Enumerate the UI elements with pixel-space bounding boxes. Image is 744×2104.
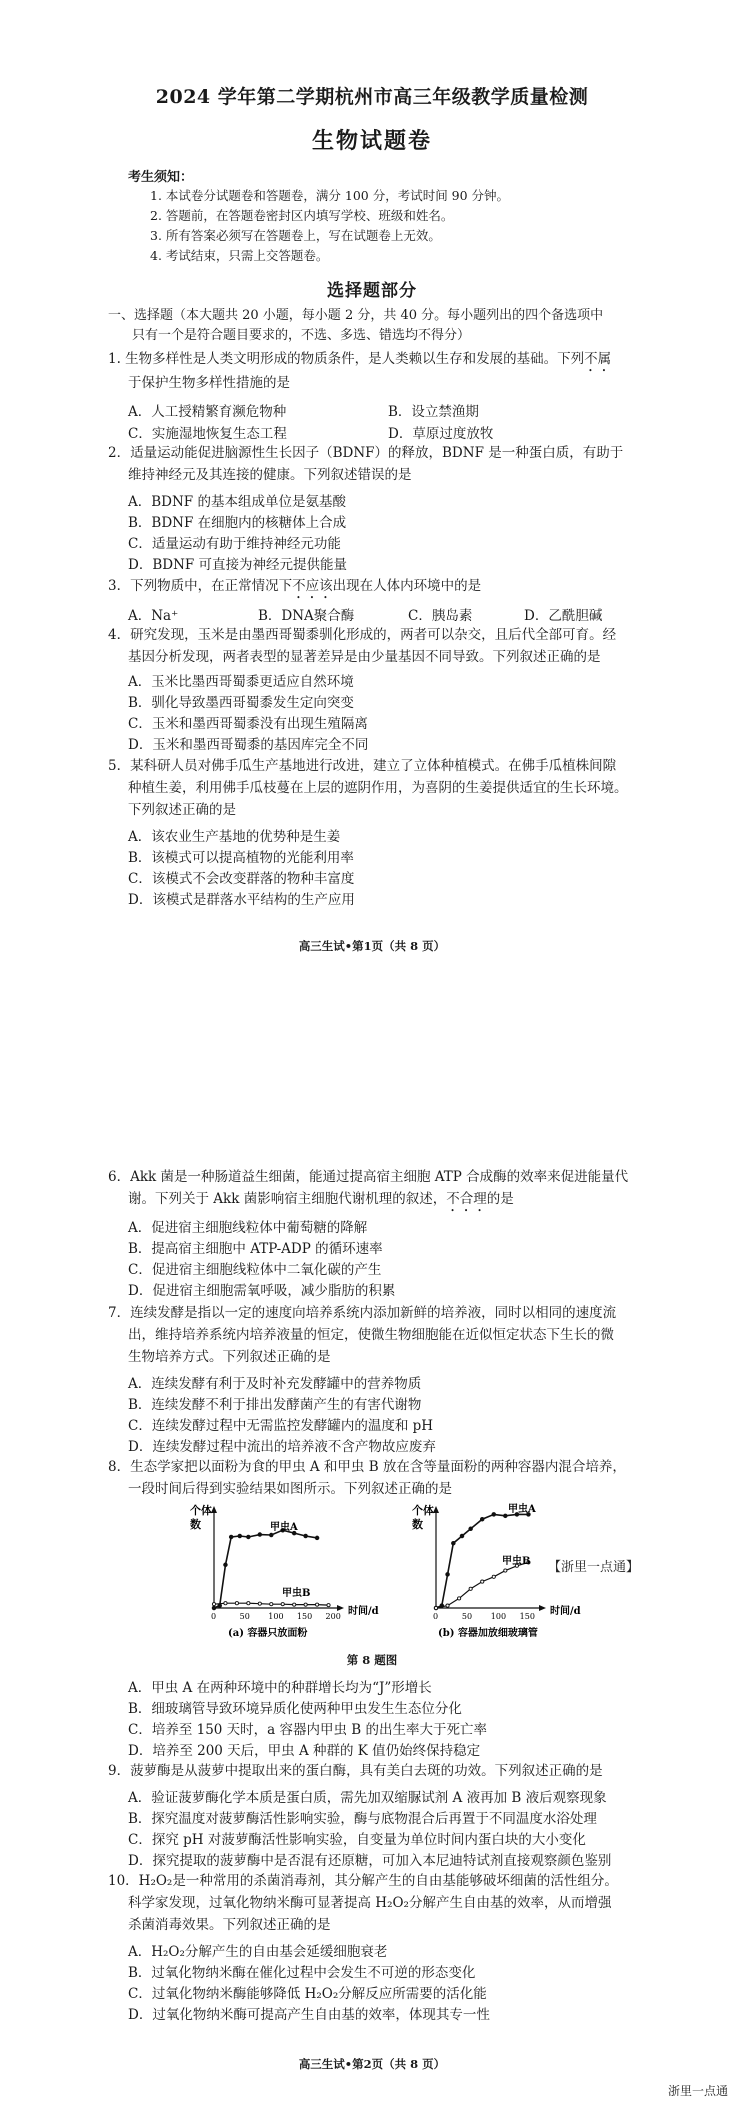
question-1-option-c: C．实施湿地恢复生态工程 (128, 426, 287, 442)
question-7-option-d: D．连续发酵过程中流出的培养液不含产物故应废弃 (128, 1439, 436, 1455)
question-5-option-d: D．该模式是群落水平结构的生产应用 (128, 892, 355, 908)
watermark-label: 【浙里一点通】 (548, 1560, 640, 1575)
chart-a (190, 1503, 379, 1639)
page-footer-1: 高三生试•第1页（共 8 页） (298, 939, 446, 953)
question-6-option-c: C．促进宿主细胞线粒体中二氧化碳的产生 (128, 1262, 382, 1278)
chart-a-caption: (a) 容器只放面粉 (228, 1628, 308, 1639)
chart-a-point-beetle-b (304, 1603, 307, 1606)
notice-item: 2. 答题前，在答题卷密封区内填写学校、班级和姓名。 (150, 208, 454, 223)
question-4-stem: 4．研究发现，玉米是由墨西哥蜀黍驯化形成的，两者可以杂交，且后代全部可育。经 (108, 627, 617, 643)
question-5-option-a: A．该农业生产基地的优势种是生姜 (128, 829, 341, 845)
figure-8-caption: 第 8 题图 (346, 1653, 398, 1667)
chart-b-ylabel: 个体 (412, 1504, 434, 1517)
chart-a-point-beetle-a (258, 1533, 262, 1537)
question-5-option-c: C．该模式不会改变群落的物种丰富度 (128, 871, 355, 887)
chart-a-point-beetle-b (212, 1603, 215, 1606)
question-10-option-a: A．H₂O₂分解产生的自由基会延缓细胞衰老 (128, 1944, 388, 1960)
chart-a-ylabel: 个体 (190, 1504, 212, 1517)
question-7-option-c: C．连续发酵过程中无需监控发酵罐内的温度和 pH (128, 1418, 434, 1434)
chart-a-point-beetle-a (269, 1533, 273, 1537)
notice-item: 4. 考试结束，只需上交答题卷。 (150, 248, 329, 263)
chart-b-point-beetle-a (452, 1541, 456, 1545)
chart-b-label-beetle-a: 甲虫A (508, 1504, 536, 1515)
question-3-option-b: B．DNA聚合酶 (258, 608, 355, 624)
question-2-option-d: D．BDNF 可直接为神经元提供能量 (128, 557, 348, 573)
chart-b-point-beetle-b (434, 1606, 437, 1609)
chart-a-point-beetle-b (224, 1602, 227, 1605)
question-5-stem: 5．某科研人员对佛手瓜生产基地进行改进，建立了立体种植模式。在佛手瓜植株间隙 (108, 758, 617, 774)
chart-a-tick-label: 50 (239, 1612, 250, 1621)
question-7-option-b: B．连续发酵不利于排出发酵菌产生的有害代谢物 (128, 1397, 422, 1413)
question-9-stem: 9．菠萝酶是从菠萝中提取出来的蛋白酶，具有美白去斑的功效。下列叙述正确的是 (108, 1763, 603, 1779)
question-4-option-d: D．玉米和墨西哥蜀黍的基因库完全不同 (128, 737, 369, 753)
chart-a-point-beetle-b (293, 1603, 296, 1606)
chart-b-x-arrow (539, 1605, 546, 1611)
question-3-option-a: A．Na⁺ (128, 608, 179, 624)
chart-a-ylabel: 数 (190, 1518, 201, 1531)
question-8-option-b: B．细玻璃管导致环境异质化使两种甲虫发生生态位分化 (128, 1701, 462, 1717)
chart-b-tick-label: 50 (461, 1612, 473, 1621)
chart-b-ylabel: 数 (412, 1518, 423, 1531)
question-4-option-b: B．驯化导致墨西哥蜀黍发生定向突变 (128, 695, 354, 711)
chart-a-label-beetle-b: 甲虫B (282, 1588, 311, 1599)
question-8-option-d: D．培养至 200 天后，甲虫 A 种群的 K 值仍始终保持稳定 (128, 1743, 481, 1759)
question-10-option-d: D．过氧化物纳米酶可提高产生自由基的效率，体现其专一性 (128, 2007, 490, 2023)
question-9-option-a: A．验证菠萝酶化学本质是蛋白质，需先加双缩脲试剂 A 液再加 B 液后观察现象 (128, 1790, 607, 1806)
chart-b-point-beetle-a (460, 1534, 464, 1538)
question-5-stem-2: 种植生姜，利用佛手瓜枝蔓在上层的遮阴作用，为喜阴的生姜提供适宜的生长环境。 (128, 780, 628, 796)
question-3-option-d: D．乙酰胆碱 (524, 608, 603, 624)
page-footer-2: 高三生试•第2页（共 8 页） (298, 2057, 446, 2071)
chart-a-point-beetle-b (247, 1602, 250, 1605)
question-2-option-b: B．BDNF 在细胞内的核糖体上合成 (128, 515, 347, 531)
question-8-option-a: A．甲虫 A 在两种环境中的种群增长均为“J”形增长 (128, 1680, 432, 1696)
question-5-stem-3: 下列叙述正确的是 (128, 802, 236, 818)
notice-item: 3. 所有答案必须写在答题卷上，写在试题卷上无效。 (150, 228, 441, 243)
chart-a-point-beetle-a (304, 1534, 308, 1538)
chart-a-tick-label: 200 (325, 1612, 341, 1621)
chart-b-point-beetle-a (504, 1514, 508, 1518)
question-6-option-a: A．促进宿主细胞线粒体中葡萄糖的降解 (128, 1220, 368, 1236)
question-10-stem-3: 杀菌消毒效果。下列叙述正确的是 (128, 1917, 331, 1933)
question-2-stem-2: 维持神经元及其连接的健康。下列叙述错误的是 (128, 467, 412, 483)
figure-8 (190, 1502, 610, 1644)
question-3-stem: 3．下列物质中，在正常情况下不应该出现在人体内环境中的是 (108, 578, 482, 594)
question-10-option-c: C．过氧化物纳米酶能够降低 H₂O₂分解反应所需要的活化能 (128, 1986, 487, 2002)
question-9-option-c: C．探究 pH 对菠萝酶活性影响实验，自变量为单位时间内蛋白块的大小变化 (128, 1832, 586, 1848)
chart-a-point-beetle-a (247, 1535, 251, 1539)
chart-a-point-beetle-b (315, 1603, 318, 1606)
chart-b-point-beetle-b (458, 1597, 461, 1600)
chart-a-point-beetle-b (235, 1602, 238, 1605)
question-9-option-d: D．探究提取的菠萝酶中是否混有还原糖，可加入本尼迪特试剂直接观察颜色鉴别 (128, 1853, 612, 1869)
question-5-option-b: B．该模式可以提高植物的光能利用率 (128, 850, 354, 866)
question-6-option-b: B．提高宿主细胞中 ATP-ADP 的循环速率 (128, 1241, 383, 1257)
chart-b-point-beetle-b (504, 1569, 507, 1572)
chart-b-xlabel: 时间/d (550, 1606, 581, 1617)
chart-a-point-beetle-b (327, 1604, 330, 1607)
question-7-stem-2: 出，维持培养系统内培养液量的恒定，使微生物细胞能在近似恒定状态下生长的微 (128, 1327, 614, 1343)
chart-b-series-beetle-b (436, 1562, 528, 1608)
chart-a-point-beetle-b (281, 1603, 284, 1606)
question-9-option-b: B．探究温度对菠萝酶活性影响实验，酶与底物混合后再置于不同温度水浴处理 (128, 1811, 597, 1827)
chart-b-point-beetle-a (446, 1573, 450, 1577)
notice-item: 1. 本试卷分试题卷和答题卷，满分 100 分，考试时间 90 分钟。 (150, 188, 510, 203)
chart-a-x-arrow (337, 1605, 344, 1611)
question-1-option-b: B．设立禁渔期 (388, 404, 479, 420)
question-1-stem: 1. 生物多样性是人类文明形成的物质条件，是人类赖以生存和发展的基础。下列不属 (108, 351, 612, 367)
question-1-option-d: D．草原过度放牧 (388, 426, 494, 442)
section-intro: 一、选择题（本大题共 20 小题，每小题 2 分，共 40 分。每小题列出的四个备选项中 (108, 308, 604, 323)
chart-b-tick-label: 150 (519, 1612, 535, 1621)
chart-a-tick-label: 0 (211, 1612, 217, 1621)
chart-b-point-beetle-b (492, 1575, 495, 1578)
question-6-option-d: D．促进宿主细胞需氧呼吸，减少脂肪的积累 (128, 1283, 396, 1299)
question-8-stem-2: 一段时间后得到实验结果如图所示。下列叙述正确的是 (128, 1481, 452, 1497)
question-6-stem-2: 谢。下列关于 Akk 菌影响宿主细胞代谢机理的叙述，不合理的是 (128, 1191, 514, 1207)
question-10-stem: 10．H₂O₂是一种常用的杀菌消毒剂，其分解产生的自由基能够破坏细菌的活性组分。 (108, 1873, 618, 1889)
question-7-stem-3: 生物培养方式。下列叙述正确的是 (128, 1349, 331, 1365)
chart-a-point-beetle-a (229, 1535, 233, 1539)
corner-watermark: 浙里一点通 (668, 2084, 729, 2098)
question-1-stem-2: 于保护生物多样性措施的是 (128, 375, 290, 391)
chart-b-point-beetle-a (469, 1527, 473, 1531)
question-4-option-a: A．玉米比墨西哥蜀黍更适应自然环境 (128, 674, 354, 690)
chart-a-point-beetle-a (315, 1536, 319, 1540)
chart-b-point-beetle-b (481, 1580, 484, 1583)
question-1-option-a: A．人工授精繁育濒危物种 (128, 404, 287, 420)
question-6-stem: 6．Akk 菌是一种肠道益生细菌，能通过提高宿主细胞 ATP 合成酶的效率来促进能量代 (108, 1169, 629, 1185)
question-4-stem-2: 基因分析发现，两者表型的显著差异是由少量基因不同导致。下列叙述正确的是 (128, 649, 601, 665)
question-7-stem: 7．连续发酵是指以一定的速度向培养系统内添加新鲜的培养液，同时以相同的速度流 (108, 1305, 617, 1321)
question-3-option-c: C．胰岛素 (408, 608, 473, 624)
chart-b-label-beetle-b: 甲虫B (502, 1556, 531, 1567)
question-2-option-c: C．适量运动有助于维持神经元功能 (128, 536, 341, 552)
chart-a-tick-label: 150 (296, 1612, 313, 1621)
question-10-option-b: B．过氧化物纳米酶在催化过程中会发生不可逆的形态变化 (128, 1965, 476, 1981)
question-7-option-a: A．连续发酵有利于及时补充发酵罐中的营养物质 (128, 1376, 422, 1392)
chart-b-point-beetle-a (492, 1513, 496, 1517)
question-2-stem: 2．适量运动能促进脑源性生长因子（BDNF）的释放，BDNF 是一种蛋白质，有助于 (108, 445, 624, 461)
chart-b-tick-label: 100 (490, 1612, 507, 1621)
chart-a-tick-label: 100 (268, 1612, 284, 1621)
chart-a-point-beetle-a (238, 1534, 242, 1538)
question-2-option-a: A．BDNF 的基本组成单位是氨基酸 (128, 494, 346, 510)
chart-a-xlabel: 时间/d (348, 1606, 379, 1617)
section-intro: 只有一个是符合题目要求的，不选、多选、错选均不得分） (132, 328, 471, 343)
notice-heading: 考生须知： (128, 170, 194, 185)
chart-a-point-beetle-b (258, 1602, 261, 1605)
chart-b-point-beetle-a (480, 1517, 484, 1521)
chart-a-label-beetle-a: 甲虫A (270, 1522, 298, 1533)
section-title: 选择题部分 (327, 281, 417, 301)
chart-b-point-beetle-b (446, 1604, 449, 1607)
chart-b-tick-label: 0 (433, 1612, 439, 1621)
chart-b-caption: (b) 容器加放细玻璃管 (438, 1628, 538, 1639)
exam-title: 2024 学年第二学期杭州市高三年级教学质量检测 (155, 86, 589, 108)
exam-subtitle: 生物试题卷 (311, 128, 432, 154)
question-4-option-c: C．玉米和墨西哥蜀黍没有出现生殖隔离 (128, 716, 368, 732)
chart-b-point-beetle-b (469, 1587, 472, 1590)
question-10-stem-2: 科学家发现，过氧化物纳米酶可显著提高 H₂O₂分解产生自由基的效率，从而增强 (128, 1895, 612, 1911)
chart-a-point-beetle-a (212, 1606, 216, 1610)
question-8-stem: 8．生态学家把以面粉为食的甲虫 A 和甲虫 B 放在含等量面粉的两种容器内混合培养， (108, 1459, 626, 1475)
question-8-option-c: C．培养至 150 天时，a 容器内甲虫 B 的出生率大于死亡率 (128, 1722, 488, 1738)
chart-a-point-beetle-a (224, 1563, 228, 1567)
chart-a-point-beetle-b (270, 1603, 273, 1606)
